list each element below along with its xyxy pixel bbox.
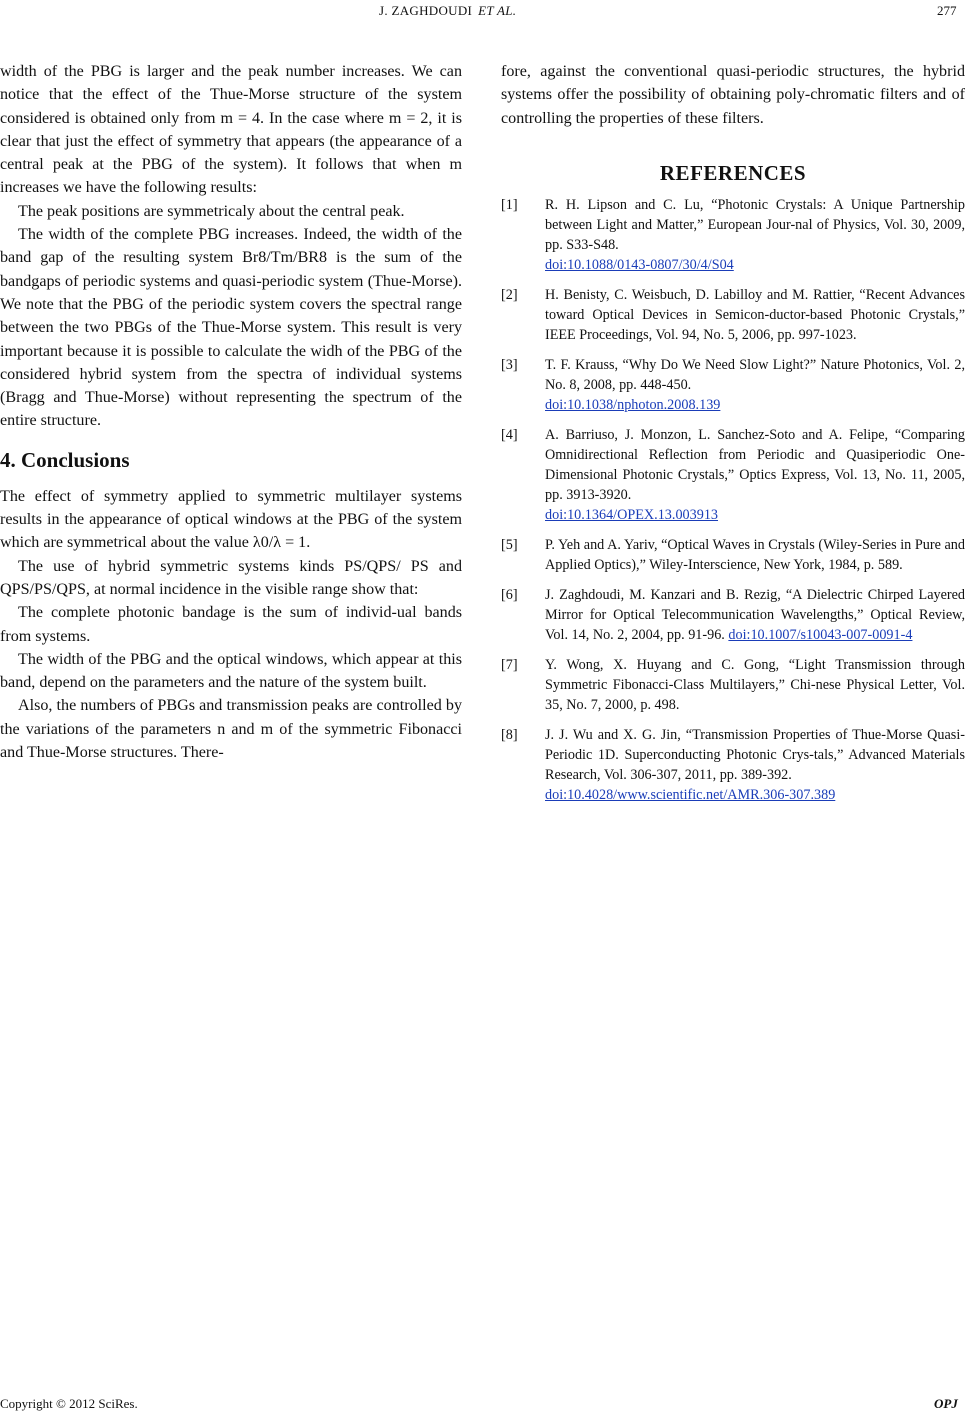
reference-text: J. J. Wu and X. G. Jin, “Transmission Properties of Thue-Morse Quasi-Periodic 1D. Superconducting Photonic Crys-tals,” Advanced Materials Research, Vol. 306-307, 2011, pp. 389-392. [545,727,965,784]
reference-number: [7] [501,657,518,674]
paragraph: width of the PBG is larger and the peak number increases. We can notice that the effect of the Thue-Morse structure of the system considered is obtained only from m = 4. In the case where m = 2, it is clear that just the effect of symmetry that appears (the appearance of a central peak at the PBG of the system). It follows that when m increases we have the following results: [0,63,462,197]
reference-list [501,195,965,805]
reference-number: [2] [501,287,518,304]
paragraph: fore, against the conventional quasi-periodic structures, the hybrid systems offer the possibility of obtaining poly-chromatic filters and of controlling the properties of these filters. [501,63,965,127]
references-heading: REFERENCES [659,160,807,185]
paragraph: The complete photonic bandage is the sum of individ-ual bands from systems. [0,604,462,645]
reference-number: [3] [501,357,518,374]
reference-item [501,725,965,805]
reference-text: P. Yeh and A. Yariv, “Optical Waves in Crystals (Wiley-Series in Pure and Applied Optics),” Wiley-Interscience, New York, 1984, p. 589. [545,537,965,574]
reference-number: [6] [501,587,518,604]
doi-link[interactable]: doi:10.1038/nphoton.2008.139 [545,397,721,414]
copyright-notice: Copyright © 2012 SciRes. [0,1396,138,1411]
doi-link[interactable]: doi:10.1364/OPEX.13.003913 [545,507,719,524]
running-title: J. ZAGHDOUDI ET AL. [379,3,517,18]
reference-item [501,585,965,645]
reference-number: [4] [501,427,518,444]
reference-text: H. Benisty, C. Weisbuch, D. Labilloy and M. Rattier, “Recent Advances toward Optical Devices in Semicon-ductor-based Photonic Crystals,” IEEE Proceedings, Vol. 94, No. 5, 2006, pp. 997-1023. [545,287,965,344]
running-title-suffix: ET AL. [478,3,517,18]
doi-link[interactable]: doi:10.1007/s10043-007-0091-4 [728,627,913,644]
right-column [501,60,965,815]
paragraph: Also, the numbers of PBGs and transmission peaks are controlled by the variations of the parameters n and m of the symmetric Fibonacci and Thue-Morse structures. There- [0,697,462,762]
reference-item [501,655,965,715]
paragraph: The width of the complete PBG increases. Indeed, the width of the band gap of the resulting system Br8/Tm/BR8 is the sum of the bandgaps of periodic systems and quasi-periodic system (Thue-Morse). We note that the PBG of the periodic system covers the spectral range between the two PBGs of the Thue-Morse system. This result is very important because it is possible to calculate the widh of the PBG of the considered hybrid system from the spectra of individual systems (Bragg and Thue-Morse) without representing the spectrum of the entire structure. [0,226,462,430]
running-header [0,0,966,22]
reference-item [501,425,965,525]
journal-abbreviation: OPJ [934,1396,958,1411]
reference-item [501,285,965,345]
reference-text: A. Barriuso, J. Monzon, L. Sanchez-Soto and A. Felipe, “Comparing Omnidirectional Reflection from Periodic and Quasiperiodic One-Dimensional Photonic Crystals,” Optics Express, Vol. 13, No. 11, 2005, pp. 3913-3920. [545,427,965,504]
left-column [0,60,462,764]
doi-link[interactable]: doi:10.1088/0143-0807/30/4/S04 [545,257,734,274]
paragraph: The peak positions are symmetricaly about the central peak. [18,202,405,220]
paragraph: The use of hybrid symmetric systems kinds PS/QPS/ PS and QPS/PS/QPS, at normal incidence in the visible range show that: [0,557,462,598]
reference-number: [8] [501,727,518,744]
reference-text: T. F. Krauss, “Why Do We Need Slow Light?” Nature Photonics, Vol. 2, No. 8, 2008, pp. 448-450. [545,357,965,394]
reference-item [501,195,965,275]
reference-number: [5] [501,537,518,554]
reference-item [501,535,965,575]
section-heading: 4. Conclusions [0,447,130,472]
paragraph: The effect of symmetry applied to symmetric multilayer systems results in the appearance of optical windows at the PBG of the system which are symmetrical about the value λ0/λ = 1. [0,487,462,552]
paragraph: The width of the PBG and the optical windows, which appear at this band, depend on the parameters and the nature of the system built. [0,650,462,692]
reference-text: Y. Wong, X. Huyang and C. Gong, “Light Transmission through Symmetric Fibonacci-Class Multilayers,” Chi-nese Physical Letter, Vol. 35, No. 7, 2000, p. 498. [545,657,965,714]
reference-text: R. H. Lipson and C. Lu, “Photonic Crystals: A Unique Partnership between Light and Matter,” European Jour-nal of Physics, Vol. 30, 2009, pp. S33-S48. [545,197,965,254]
page-number: 277 [937,3,957,18]
doi-link[interactable]: doi:10.4028/www.scientific.net/AMR.306-307.389 [545,787,836,804]
reference-text: J. Zaghdoudi, M. Kanzari and B. Rezig, “A Dielectric Chirped Layered Mirror for Optical Telecommunication Wavelengths,” Optical Review, Vol. 14, No. 2, 2004, pp. 91-96. [545,587,965,644]
reference-number: [1] [501,197,518,214]
reference-item [501,355,965,415]
